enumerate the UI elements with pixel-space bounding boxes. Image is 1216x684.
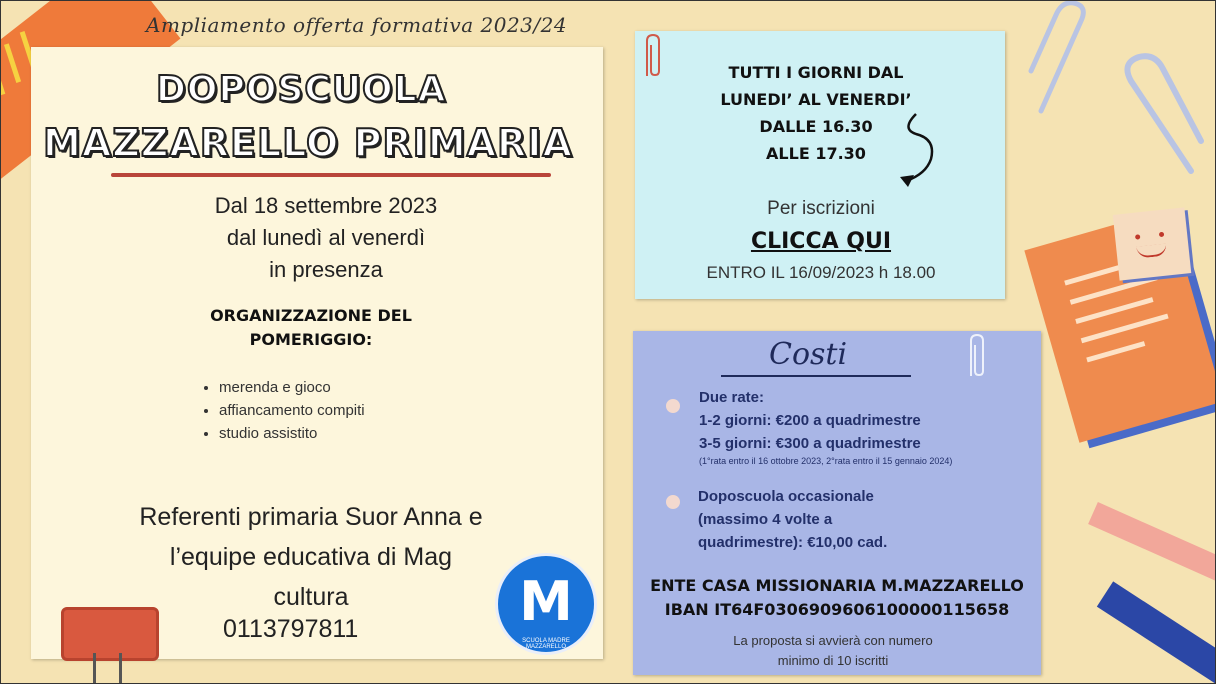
paperclip-icon — [1026, 1, 1096, 121]
list-item: • merenda e gioco — [219, 379, 365, 396]
subtitle-offerta: Ampliamento offerta formativa 2023/24 — [146, 13, 568, 37]
payment-info — [633, 574, 1041, 622]
referents-line-2: l’equipe educativa di Mag — [169, 543, 453, 571]
paperclip-icon — [965, 331, 989, 381]
signup-link[interactable]: CLICCA QUI — [750, 229, 892, 254]
signup-label: Per iscrizioni — [767, 198, 875, 219]
clip-wire — [93, 653, 96, 683]
pencil-decoration — [1088, 502, 1216, 585]
binder-clip-decoration — [61, 607, 159, 661]
occasional-block: Doposcuola occasionale (massimo 4 volte a quadrimestre): €10,00 cad. — [698, 488, 888, 551]
schedule-text: TUTTI I GIORNI DAL LUNEDI’ AL VENERDI’ DALLE 16.30 ALLE 17.30 — [720, 63, 912, 163]
intro-date: Dal 18 settembre 2023 — [214, 193, 438, 218]
pencil-decoration — [1097, 581, 1216, 684]
curly-arrow-icon — [896, 109, 941, 189]
organization-list — [201, 379, 365, 448]
intro-block — [151, 193, 501, 283]
signup-deadline: ENTRO IL 16/09/2023 h 18.00 — [706, 263, 936, 282]
referents-line-3: cultura — [273, 583, 349, 611]
phone-number: 0113797811 — [223, 615, 359, 643]
logo-letter: M — [519, 570, 573, 633]
list-item: • affiancamento compiti — [219, 402, 365, 419]
list-item: • studio assistito — [219, 425, 365, 442]
minimum-note: La proposta si avvierà con numero minimo di 10 iscritti — [733, 633, 933, 668]
bullet-icon — [666, 495, 680, 509]
intro-mode: in presenza — [269, 257, 383, 282]
sticky-note-decoration — [1113, 207, 1192, 280]
bullet-icon — [666, 399, 680, 413]
payment-entity: ENTE CASA MISSIONARIA M.MAZZARELLO — [650, 576, 1024, 595]
rates-block: Due rate: 1-2 giorni: €200 a quadrimestre 3-5 giorni: €300 a quadrimestre — [699, 389, 921, 452]
rate-note: (1°rata entro il 16 ottobre 2023, 2°rata entro il 15 gennaio 2024) — [699, 456, 953, 466]
referents-block — [91, 497, 531, 617]
title-line-1: DOPOSCUOLA — [156, 69, 447, 110]
costs-underline — [721, 375, 911, 377]
title-underline — [111, 173, 551, 177]
title-line-2: MAZZARELLO PRIMARIA — [43, 121, 573, 165]
referents-line-1: Referenti primaria Suor Anna e — [139, 503, 483, 531]
school-logo — [495, 553, 597, 655]
costs-title: Costi — [769, 337, 848, 372]
payment-iban: IBAN IT64F0306909606100000115658 — [664, 600, 1010, 619]
organization-heading: ORGANIZZAZIONE DEL POMERIGGIO: — [210, 306, 412, 349]
paperclip-icon — [1111, 51, 1211, 181]
logo-text: SCUOLA MADRE MAZZARELLO — [522, 638, 570, 650]
clip-wire — [119, 653, 122, 683]
paperclip-icon — [641, 31, 665, 81]
intro-days: dal lunedì al venerdì — [226, 225, 426, 250]
